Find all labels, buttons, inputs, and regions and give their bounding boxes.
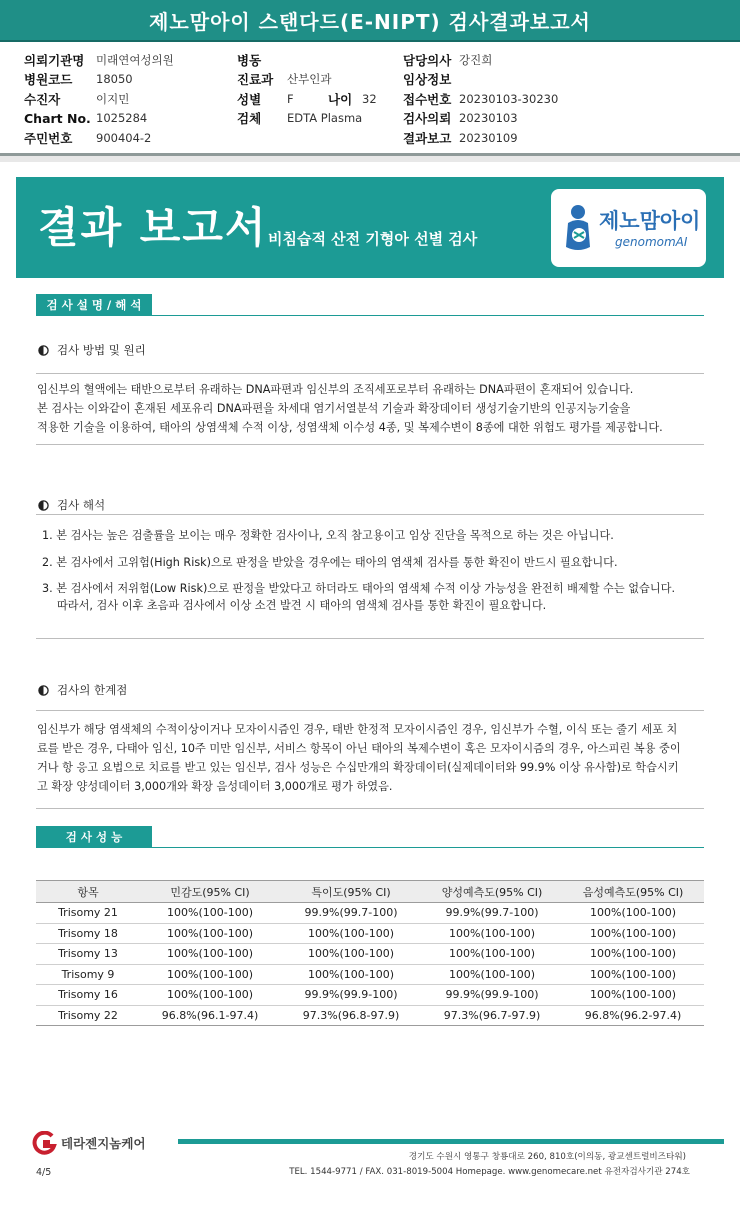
value-hospital-code: 18050 — [96, 72, 133, 87]
method-line-1: 임신부의 혈액에는 태반으로부터 유래하는 DNA파편과 임신부의 조직세포로부터 유래하는 DNA파편이 혼재되어 있습니다. — [37, 383, 634, 396]
logo-english-text: genomomAI — [615, 235, 688, 249]
value-doctor: 강진희 — [459, 52, 493, 67]
limitations-line-3: 거나 항 응고 요법으로 치료를 받고 있는 임신부, 검사 성능은 수십만개의 확장데이터(실제데이터와 99.9% 이상 유사함)로 학습시키 — [37, 761, 679, 774]
cell: 100%(100-100) — [562, 964, 704, 985]
cell: Trisomy 16 — [36, 985, 140, 1006]
patient-info-col1 — [24, 50, 174, 148]
section-performance-head — [36, 826, 704, 848]
value-resident-number: 900404-2 — [96, 130, 152, 145]
header-gap — [0, 156, 740, 162]
cell: 99.9%(99.9-100) — [422, 985, 562, 1006]
cell: Trisomy 22 — [36, 1005, 140, 1026]
footer-company-name: 테라젠지놈케어 — [61, 1136, 146, 1151]
divider — [36, 638, 704, 639]
label-resident-number: 주민번호 — [24, 130, 73, 146]
divider — [36, 514, 704, 515]
label-doctor: 담당의사 — [403, 52, 452, 68]
cell: 100%(100-100) — [280, 964, 422, 985]
genomom-logo — [551, 189, 706, 267]
value-chart-no: 1025284 — [96, 111, 148, 126]
label-specimen: 검체 — [237, 111, 262, 127]
interpretation-item-3-cont: 따라서, 검사 이후 초음파 검사에서 이상 소견 발견 시 태아의 염색체 검사를 통한 확진이 필요합니다. — [57, 599, 547, 612]
table-row — [36, 903, 704, 924]
limitations-line-4: 고 확장 양성데이터 3,000개와 확장 음성데이터 3,000개로 평가 하였음. — [37, 780, 393, 793]
value-receipt-number: 20230103-30230 — [459, 91, 559, 106]
value-age: 32 — [362, 91, 377, 106]
result-report-banner — [16, 177, 724, 278]
header-sensitivity: 민감도(95% CI) — [140, 881, 280, 903]
footer-contact: TEL. 1544-9771 / FAX. 031-8019-5004 Homepage. www.genomecare.net 유전자검사기관 274호 — [289, 1167, 690, 1177]
limitations-heading — [38, 682, 127, 698]
limitations-line-2: 료를 받은 경우, 다태아 임신, 10주 미만 임신부, 서비스 항목이 아닌 태아의 복제수변이 혹은 모자이시즘의 경우, 아스피린 복용 중이 — [37, 742, 681, 755]
method-heading-text: 검사 방법 및 원리 — [57, 343, 146, 357]
method-line-2: 본 검사는 이와같이 혼재된 세포유리 DNA파편을 차세대 염기서열분석 기술과 확장데이터 생성기술기반의 인공지능기술을 — [37, 402, 631, 415]
value-test-request: 20230103 — [459, 111, 518, 126]
interpretation-heading — [38, 497, 105, 513]
cell: 100%(100-100) — [140, 985, 280, 1006]
cell: 97.3%(96.8-97.9) — [280, 1005, 422, 1026]
banner-title: 결과 보고서 — [38, 203, 268, 252]
cell: 100%(100-100) — [562, 923, 704, 944]
value-specimen: EDTA Plasma — [287, 111, 363, 126]
label-sex: 성별 — [237, 91, 262, 107]
label-receipt-number: 접수번호 — [403, 91, 452, 107]
section-performance-tab: 검 사 성 능 — [36, 826, 152, 847]
divider — [36, 808, 704, 809]
table-row — [36, 1005, 704, 1026]
footer-company-logo — [32, 1131, 146, 1155]
theragen-logo-icon — [32, 1131, 58, 1155]
cell: Trisomy 13 — [36, 944, 140, 965]
value-department: 산부인과 — [287, 72, 332, 87]
half-circle-icon — [38, 500, 49, 511]
cell: 100%(100-100) — [280, 923, 422, 944]
cell: 100%(100-100) — [140, 964, 280, 985]
cell: 99.9%(99.7-100) — [422, 903, 562, 924]
limitations-line-1: 임신부가 해당 염색체의 수적이상이거나 모자이시즘인 경우, 태반 한정적 모자이시즘인 경우, 임신부가 수혈, 이식 또는 줄기 세포 치 — [37, 723, 678, 736]
table-header-row — [36, 881, 704, 903]
cell: 99.9%(99.9-100) — [280, 985, 422, 1006]
interpretation-item-1: 1. 본 검사는 높은 검출률을 보이는 매우 정확한 검사이나, 오직 참고용이고 임상 진단을 목적으로 하는 것은 아닙니다. — [42, 529, 614, 542]
limitations-heading-text: 검사의 한계점 — [57, 683, 128, 697]
footer-divider — [178, 1139, 724, 1144]
cell: 100%(100-100) — [140, 903, 280, 924]
banner-subtitle: 비침습적 산전 기형아 선별 검사 — [268, 230, 478, 248]
divider — [36, 373, 704, 374]
table-row — [36, 985, 704, 1006]
label-test-request: 검사의뢰 — [403, 111, 452, 127]
footer-address: 경기도 수원시 영통구 창룡대로 260, 810호(이의동, 광교센트럴비즈타워) — [408, 1152, 686, 1162]
divider — [36, 710, 704, 711]
cell: 96.8%(96.2-97.4) — [562, 1005, 704, 1026]
cell: 100%(100-100) — [422, 923, 562, 944]
interpretation-item-2: 2. 본 검사에서 고위험(High Risk)으로 판정을 받았을 경우에는 태아의 염색체 검사를 통한 확진이 반드시 필요합니다. — [42, 556, 618, 569]
patient-info-box — [0, 42, 740, 156]
cell: 100%(100-100) — [562, 985, 704, 1006]
header-ppv: 양성예측도(95% CI) — [422, 881, 562, 903]
logo-korean-text: 제노맘아이 — [599, 209, 701, 233]
value-patient: 이지민 — [96, 91, 130, 106]
cell: 99.9%(99.7-100) — [280, 903, 422, 924]
table-row — [36, 944, 704, 965]
cell: 100%(100-100) — [422, 964, 562, 985]
cell: 100%(100-100) — [280, 944, 422, 965]
section-explanation-head — [36, 294, 704, 316]
label-referring-institution: 의뢰기관명 — [24, 52, 85, 68]
cell: Trisomy 9 — [36, 964, 140, 985]
cell: 100%(100-100) — [140, 923, 280, 944]
section-explanation-tab: 검 사 설 명 / 해 석 — [36, 294, 152, 315]
method-line-3: 적용한 기술을 이용하여, 태아의 상염색체 수적 이상, 성염색체 이수성 4종, 및 복제수변이 8종에 대한 위험도 평가를 제공합니다. — [37, 421, 663, 434]
divider — [36, 444, 704, 445]
cell: 97.3%(96.7-97.9) — [422, 1005, 562, 1026]
patient-info-col2 — [237, 50, 377, 128]
label-clinical-info: 임상정보 — [403, 72, 452, 88]
header-specificity: 특이도(95% CI) — [280, 881, 422, 903]
label-hospital-code: 병원코드 — [24, 72, 73, 88]
limitations-paragraph — [37, 720, 705, 796]
patient-info-col3 — [403, 50, 558, 148]
cell: 100%(100-100) — [140, 944, 280, 965]
cell: 100%(100-100) — [562, 903, 704, 924]
interpretation-item-3: 3. 본 검사에서 저위험(Low Risk)으로 판정을 받았다고 하더라도 태아의 염색체 수적 이상 가능성을 완전히 배제할 수는 없습니다. — [42, 582, 676, 595]
report-title: 제노맘아이 스탠다드(E-NIPT) 검사결과보고서 — [0, 0, 740, 42]
cell: Trisomy 21 — [36, 903, 140, 924]
value-referring-institution: 미래연여성의원 — [96, 52, 174, 67]
label-chart-no: Chart No. — [24, 110, 91, 126]
performance-table — [36, 880, 704, 1026]
label-ward: 병동 — [237, 52, 262, 68]
cell: 96.8%(96.1-97.4) — [140, 1005, 280, 1026]
value-sex: F — [287, 91, 294, 106]
method-heading — [38, 342, 146, 358]
page-number: 4/5 — [36, 1167, 52, 1178]
cell: 100%(100-100) — [422, 944, 562, 965]
half-circle-icon — [38, 685, 49, 696]
label-department: 진료과 — [237, 72, 274, 88]
label-age: 나이 — [328, 91, 353, 107]
cell: Trisomy 18 — [36, 923, 140, 944]
value-result-report: 20230109 — [459, 130, 518, 145]
half-circle-icon — [38, 345, 49, 356]
label-result-report: 결과보고 — [403, 130, 452, 146]
genomom-mother-icon — [563, 203, 593, 253]
cell: 100%(100-100) — [562, 944, 704, 965]
method-paragraph — [37, 380, 707, 437]
interpretation-heading-text: 검사 해석 — [57, 498, 106, 512]
header-item: 항목 — [36, 881, 140, 903]
label-patient: 수진자 — [24, 91, 61, 107]
table-row — [36, 964, 704, 985]
table-row — [36, 923, 704, 944]
header-npv: 음성예측도(95% CI) — [562, 881, 704, 903]
